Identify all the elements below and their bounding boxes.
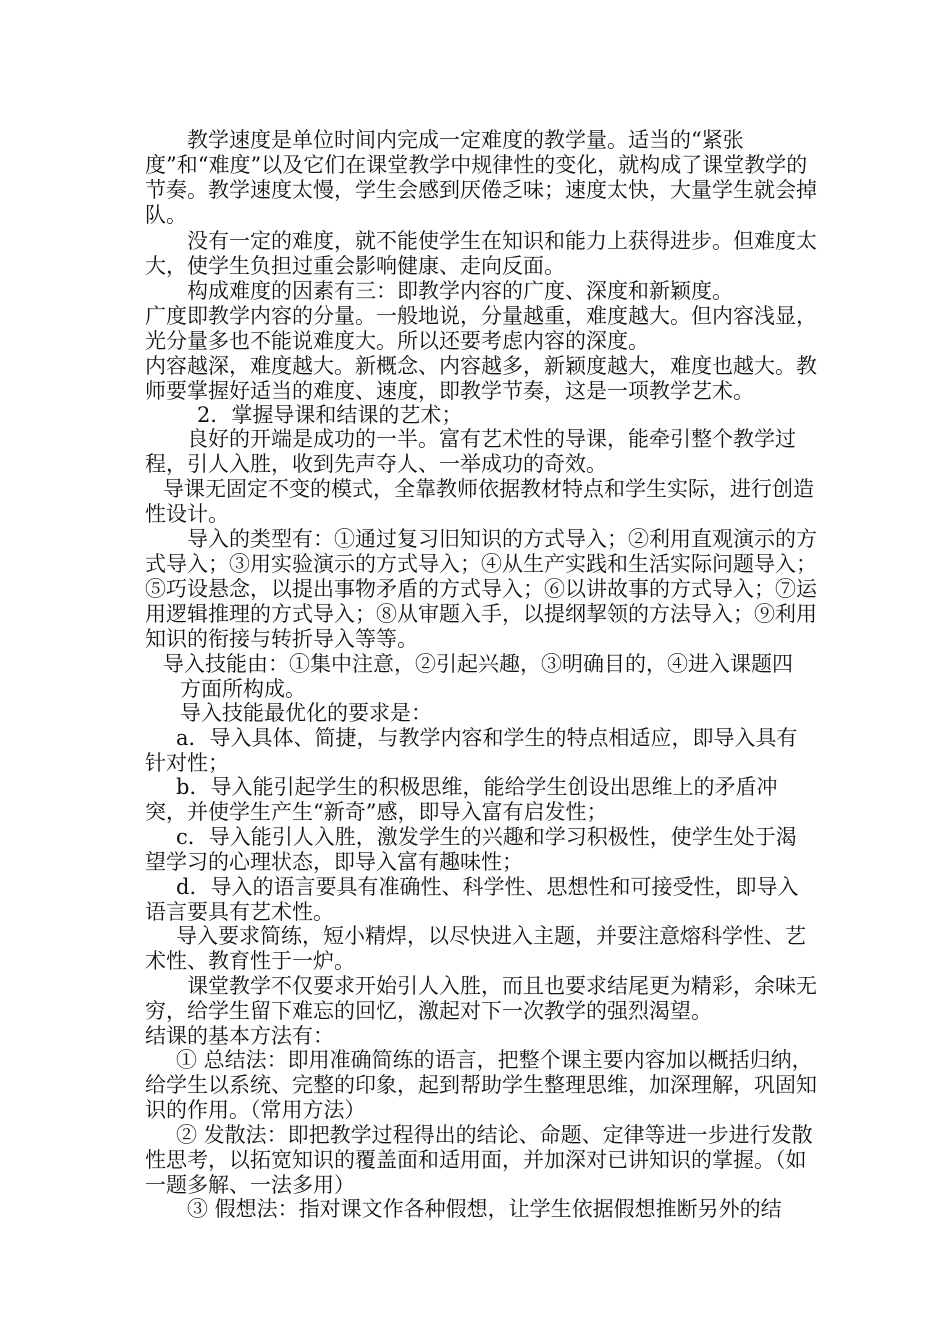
- list-item-a: a．导入具体、简捷，与教学内容和学生的特点相适应，即导入具有针对性；: [145, 726, 798, 775]
- paragraph-difficulty: 没有一定的难度，就不能使学生在知识和能力上获得进步。但难度太大，使学生负担过重会影响健康、走向反面。: [145, 229, 817, 278]
- paragraph-intro-skills-cont: 方面所构成。: [180, 677, 306, 701]
- paragraph-difficulty-factors: 构成难度的因素有三：即教学内容的广度、深度和新颖度。: [187, 279, 733, 303]
- paragraph-teaching-speed: 教学速度是单位时间内完成一定难度的教学量。适当的“紧张度”和“难度”以及它们在课堂教学中规律性的变化，就构成了课堂教学的节奏。教学速度太慢，学生会感到厌倦乏味；速度太快，大量学生就会掉队。: [145, 128, 817, 227]
- paragraph-breadth: 广度即教学内容的分量。一般地说，分量越重，难度越大。但内容浅显，光分量多也不能说难度大。所以还要考虑内容的深度。: [145, 304, 817, 353]
- section-heading-2: 2．掌握导课和结课的艺术；: [197, 403, 463, 427]
- paragraph-no-fixed-mode: 导课无固定不变的模式，全靠教师依据教材特点和学生实际，进行创造性设计。: [145, 477, 814, 526]
- list-item-divergent-method: ② 发散法：即把教学过程得出的结论、命题、定律等进一步进行发散性思考，以拓宽知识的覆盖面和适用面，并加深对已讲知识的掌握。（如一题多解、一法多用）: [145, 1123, 813, 1197]
- paragraph-ending-methods-heading: 结课的基本方法有：: [145, 1024, 334, 1048]
- paragraph-ending: 课堂教学不仅要求开始引人入胜，而且也要求结尾更为精彩，余味无穷，给学生留下难忘的回忆，激起对下一次教学的强烈渴望。: [145, 974, 817, 1023]
- paragraph-intro-skills: 导入技能由：①集中注意，②引起兴趣，③明确目的，④进入课题四: [163, 652, 793, 676]
- list-item-b: b．导入能引起学生的积极思维，能给学生创设出思维上的矛盾冲突，并使学生产生“新奇”感，即导入富有启发性；: [145, 775, 778, 824]
- list-item-summary-method: ① 总结法：即用准确简练的语言，把整个课主要内容加以概括归纳，给学生以系统、完整的印象，起到帮助学生整理思维，加深理解，巩固知识的作用。（常用方法）: [145, 1048, 817, 1122]
- paragraph-concise-intro: 导入要求简练，短小精焊，以尽快进入主题，并要注意熔科学性、艺术性、教育性于一炉。: [145, 924, 806, 973]
- paragraph-intro-types: 导入的类型有：①通过复习旧知识的方式导入；②利用直观演示的方式导入；③用实验演示的方式导入；④从生产实践和生活实际问题导入；⑤巧设悬念，以提出事物矛盾的方式导入；⑥以讲故事的方式导入；⑦运用逻辑推理的方式导入；⑧从审题入手，以提纲挈领的方法导入；⑨利用知识的衔接与转折导入等等。: [145, 527, 817, 651]
- list-item-c: c．导入能引人入胜，激发学生的兴趣和学习积极性，使学生处于渴望学习的心理状态，即导入富有趣味性；: [145, 825, 797, 874]
- paragraph-good-start: 良好的开端是成功的一半。富有艺术性的导课，能牵引整个教学过程，引人入胜，收到先声夺人、一举成功的奇效。: [145, 427, 796, 476]
- paragraph-optimization-heading: 导入技能最优化的要求是：: [180, 701, 432, 725]
- paragraph-depth: 内容越深，难度越大。新概念、内容越多，新颖度越大，难度也越大。教师要掌握好适当的难度、速度，即教学节奏，这是一项教学艺术。: [145, 354, 817, 403]
- list-item-hypothesis-method: ③ 假想法：指对课文作各种假想，让学生依据假想推断另外的结: [187, 1197, 782, 1221]
- list-item-d: d．导入的语言要具有准确性、科学性、思想性和可接受性，即导入语言要具有艺术性。: [145, 875, 799, 924]
